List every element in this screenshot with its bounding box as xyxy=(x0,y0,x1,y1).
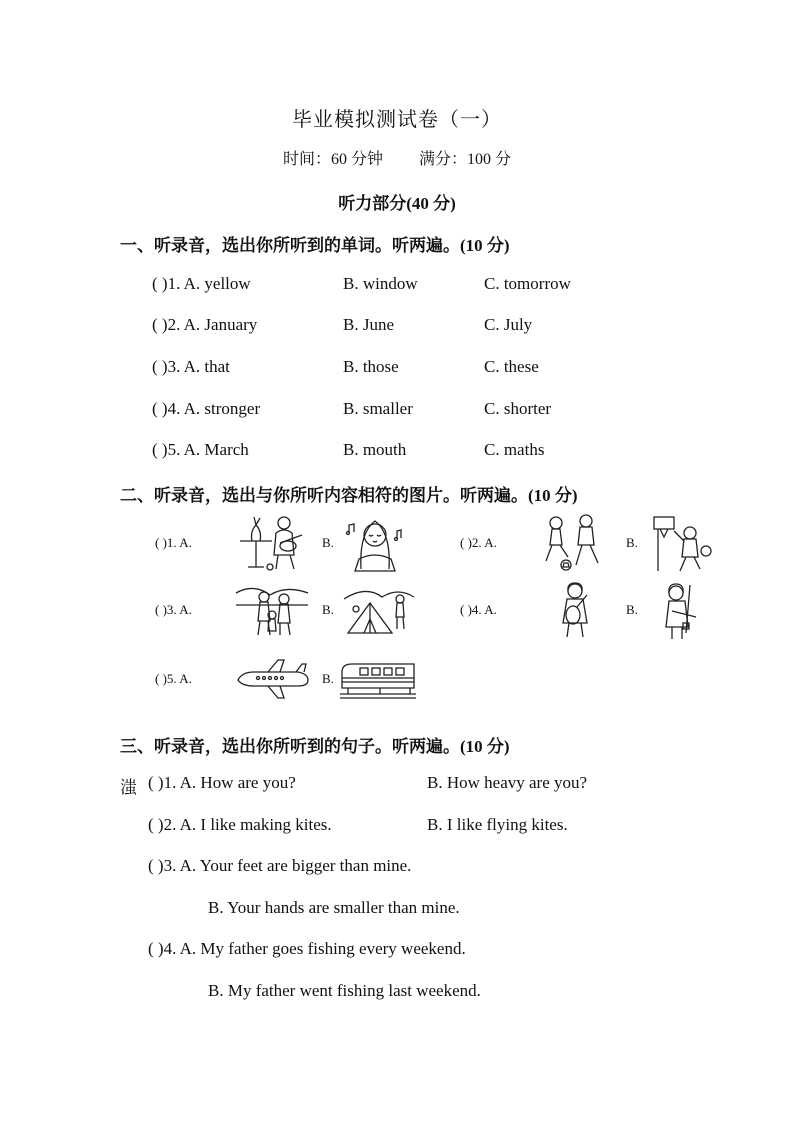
page-title: 毕业模拟测试卷（一） xyxy=(292,109,502,131)
girl-playing-guitar-picture xyxy=(236,513,306,573)
boy-playing-basketball-picture xyxy=(652,513,714,573)
s1-q3-c: C. these xyxy=(484,357,539,376)
boys-playing-football-picture xyxy=(542,513,607,573)
s2-q4-num: ( )4. A. xyxy=(460,602,497,617)
s1-q2-b: B. June xyxy=(343,315,394,334)
section2-heading: 二、听录音，选出与你所听内容相符的图片。听两遍。(10 分) xyxy=(120,486,578,505)
girl-playing-erhu-picture xyxy=(660,581,700,641)
s1-q2-a: ( )2. A. January xyxy=(152,315,258,334)
s2-q1-num: ( )1. A. xyxy=(155,535,192,550)
section1-heading: 一、听录音，选出你所听到的单词。听两遍。(10 分) xyxy=(120,236,510,255)
s3-q4-a: ( )4. A. My father goes fishing every weekend. xyxy=(148,939,466,958)
family-hiking-picture xyxy=(234,583,310,639)
s1-q1-a: ( )1. A. yellow xyxy=(152,274,251,293)
s1-q1-c: C. tomorrow xyxy=(484,274,571,293)
s1-q4-c: C. shorter xyxy=(484,399,552,418)
s3-q3-b: B. Your hands are smaller than mine. xyxy=(208,898,460,917)
s1-q3-a: ( )3. A. that xyxy=(152,357,230,376)
s1-q4-a: ( )4. A. stronger xyxy=(152,399,261,418)
part-heading: 听力部分(40 分) xyxy=(338,194,456,213)
s1-q3-b: B. those xyxy=(343,357,399,376)
s2-q2-num: ( )2. A. xyxy=(460,535,497,550)
girl-singing-picture xyxy=(345,513,405,573)
s3-q1-a: ( )1. A. How are you? xyxy=(148,773,296,792)
s1-q5-b: B. mouth xyxy=(343,440,407,459)
s1-q5-a: ( )5. A. March xyxy=(152,440,249,459)
s2-q1-b: B. xyxy=(322,535,334,550)
s3-q2-b: B. I like flying kites. xyxy=(427,815,568,834)
s1-q2-c: C. July xyxy=(484,315,533,334)
full-score: 满分：100 分 xyxy=(419,151,512,168)
s1-q1-b: B. window xyxy=(343,274,418,293)
tent-camping-picture xyxy=(342,583,416,639)
s1-q5-c: C. maths xyxy=(484,440,545,459)
s3-q1-b: B. How heavy are you? xyxy=(427,773,588,792)
s2-q5-b: B. xyxy=(322,671,334,686)
section3-heading: 三、听录音，选出你所听到的句子。听两遍。(10 分) xyxy=(120,737,510,756)
girl-playing-pipa-picture xyxy=(553,581,597,641)
train-picture xyxy=(340,660,416,700)
plane-picture xyxy=(234,658,310,700)
s3-q2-a: ( )2. A. I like making kites. xyxy=(148,815,332,834)
time-limit: 时间：60 分钟 xyxy=(282,151,383,168)
s2-q3-num: ( )3. A. xyxy=(155,602,192,617)
s2-q2-b: B. xyxy=(626,535,638,550)
s2-q5-num: ( )5. A. xyxy=(155,671,192,686)
stray-character: 滍 xyxy=(120,778,137,797)
s2-q4-b: B. xyxy=(626,602,638,617)
s1-q4-b: B. smaller xyxy=(343,399,413,418)
exam-info xyxy=(0,146,794,169)
s3-q3-a: ( )3. A. Your feet are bigger than mine. xyxy=(148,856,412,875)
s3-q4-b: B. My father went fishing last weekend. xyxy=(208,981,481,1000)
s2-q3-b: B. xyxy=(322,602,334,617)
